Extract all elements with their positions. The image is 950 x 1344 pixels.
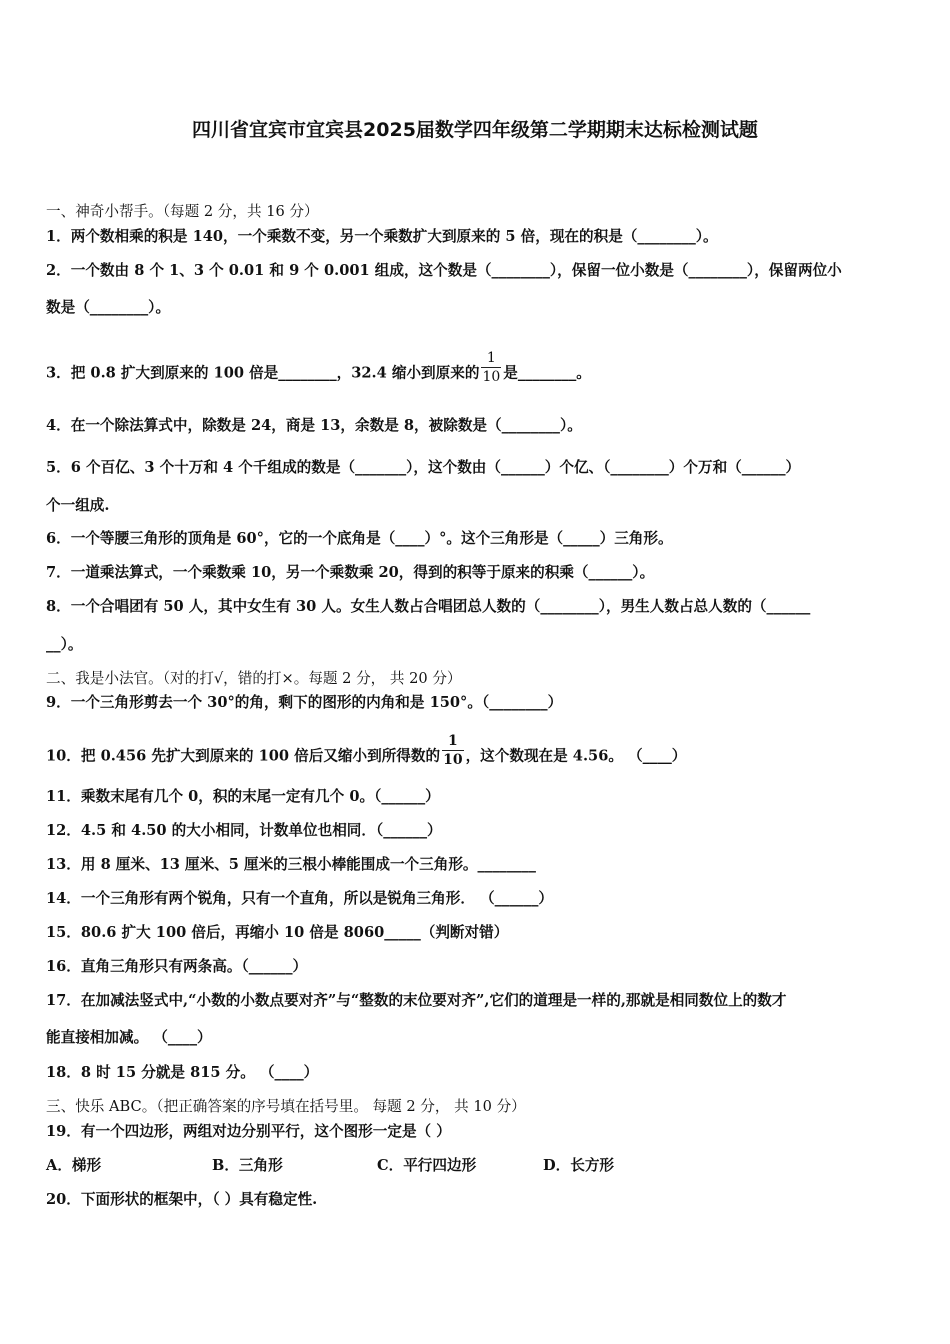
question-1: 1．两个数相乘的积是 140，一个乘数不变，另一个乘数扩大到原来的 5 倍，现在的积是（________）。 bbox=[46, 228, 718, 245]
question-17-line2: 能直接相加减。 （____） bbox=[46, 1029, 212, 1046]
fraction-one-tenth bbox=[481, 351, 501, 384]
fraction-numerator: 1 bbox=[486, 350, 496, 366]
question-10 bbox=[46, 733, 687, 773]
question-5-line1: 5．6 个百亿、3 个十万和 4 个千组成的数是（_______），这个数由（______）个亿、（________）个万和（______） bbox=[46, 459, 801, 476]
question-6: 6．一个等腰三角形的顶角是 60°，它的一个底角是（____）°。这个三角形是（_____）三角形。 bbox=[46, 530, 673, 547]
fraction-numerator: 1 bbox=[447, 733, 458, 749]
section3-header: 三、快乐 ABC。（把正确答案的序号填在括号里。 每题 2 分， 共 10 分） bbox=[46, 1098, 526, 1115]
option-a: A．梯形 bbox=[46, 1157, 102, 1174]
exam-title: 四川省宜宾市宜宾县2025届数学四年级第二学期期末达标检测试题 bbox=[192, 119, 758, 141]
option-c: C．平行四边形 bbox=[377, 1157, 477, 1174]
question-13: 13．用 8 厘米、13 厘米、5 厘米的三根小棒能围成一个三角形。________ bbox=[46, 856, 536, 873]
question-9: 9．一个三角形剪去一个 30°的角，剩下的图形的内角和是 150°。（________） bbox=[46, 694, 563, 711]
question-19-options bbox=[46, 1156, 906, 1176]
section1-header: 一、神奇小帮手。（每题 2 分，共 16 分） bbox=[46, 203, 319, 220]
question-2-line2: 数是（________）。 bbox=[46, 299, 171, 316]
section2-header: 二、我是小法官。（对的打√，错的打×。每题 2 分， 共 20 分） bbox=[46, 670, 462, 687]
question-3-text-before: 3．把 0.8 扩大到原来的 100 倍是________，32.4 缩小到原来的 bbox=[46, 364, 480, 382]
question-2-line1: 2．一个数由 8 个 1、3 个 0.01 和 9 个 0.001 组成，这个数是（________），保留一位小数是（________），保留两位小 bbox=[46, 262, 842, 279]
question-19: 19．有一个四边形，两组对边分别平行，这个图形一定是（ ） bbox=[46, 1123, 451, 1140]
question-10-text-before: 10．把 0.456 先扩大到原来的 100 倍后又缩小到所得数的 bbox=[46, 747, 441, 765]
question-17-line1: 17．在加减法竖式中,“小数的小数点要对齐”与“整数的末位要对齐”,它们的道理是一样的,那就是相同数位上的数才 bbox=[46, 992, 787, 1009]
question-8-line2: __）。 bbox=[46, 636, 83, 653]
question-8-line1: 8．一个合唱团有 50 人，其中女生有 30 人。女生人数占合唱团总人数的（________），男生人数占总人数的（______ bbox=[46, 598, 811, 615]
fraction-one-tenth-bold bbox=[442, 734, 463, 767]
question-7: 7．一道乘法算式，一个乘数乘 10，另一个乘数乘 20，得到的积等于原来的积乘（______）。 bbox=[46, 564, 655, 581]
option-b: B．三角形 bbox=[212, 1157, 283, 1174]
question-12: 12．4.5 和 4.50 的大小相同，计数单位也相同．（______） bbox=[46, 822, 442, 839]
fraction-denominator: 10 bbox=[482, 369, 501, 385]
question-20: 20．下面形状的框架中，（ ）具有稳定性. bbox=[46, 1191, 318, 1208]
question-11: 11．乘数末尾有几个 0，积的末尾一定有几个 0。（______） bbox=[46, 788, 440, 805]
question-15: 15．80.6 扩大 100 倍后，再缩小 10 倍是 8060_____（判断对错） bbox=[46, 924, 509, 941]
question-5-line2: 个一组成. bbox=[46, 497, 110, 514]
question-3-text-after: 是________。 bbox=[503, 364, 591, 382]
question-18: 18．8 时 15 分就是 815 分。 （____） bbox=[46, 1064, 319, 1081]
question-16: 16．直角三角形只有两条高。（______） bbox=[46, 958, 308, 975]
question-4: 4．在一个除法算式中，除数是 24，商是 13，余数是 8，被除数是（________）。 bbox=[46, 417, 582, 434]
question-3 bbox=[46, 350, 591, 390]
option-d: D．长方形 bbox=[543, 1157, 615, 1174]
question-10-text-after: ，这个数现在是 4.56。 （____） bbox=[465, 747, 687, 765]
question-14: 14．一个三角形有两个锐角，只有一个直角，所以是锐角三角形． （______） bbox=[46, 890, 553, 907]
fraction-denominator: 10 bbox=[443, 752, 463, 768]
